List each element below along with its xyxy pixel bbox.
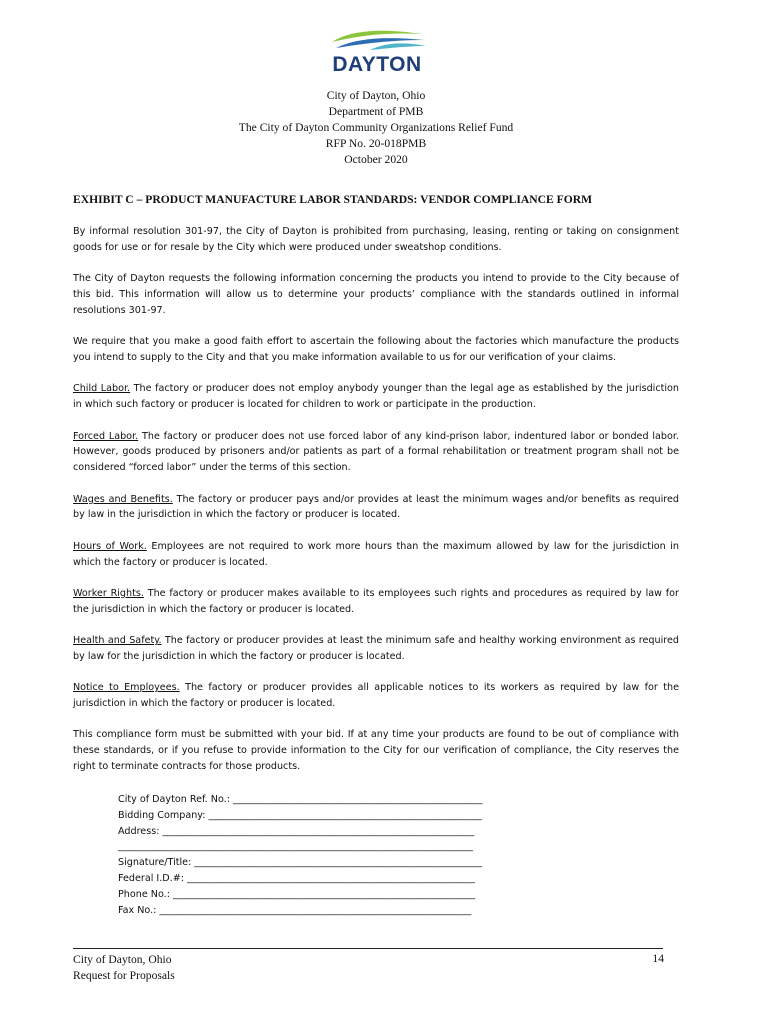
standard-text: The factory or producer makes available to its employees such rights and procedures as required by law for the jurisdiction in which the factory or producer is located. (73, 587, 679, 615)
vendor-form-fields (118, 792, 558, 918)
dayton-logo (326, 28, 428, 78)
footer (73, 952, 175, 984)
standard-heading: Worker Rights. (73, 587, 144, 599)
paragraph-resolution: By informal resolution 301-97, the City of Dayton is prohibited from purchasing, leasing, renting or taking on consignment goods for use or for resale by the City which were produced under sweatshop conditions. (73, 226, 679, 253)
logo-wordmark: DAYTON (332, 53, 422, 76)
page-number: 14 (652, 952, 664, 965)
fax-field[interactable]: Fax No.: _________________________________________________________________ (118, 904, 472, 916)
phone-field[interactable]: Phone No.: _______________________________________________________________ (118, 888, 476, 900)
paragraph-requirement: We require that you make a good faith effort to ascertain the following about the factories which manufacture the products you intend to supply to the City and that you make information available to us for our verification of your claims. (73, 336, 679, 363)
standard-health-safety (73, 633, 679, 665)
standard-forced-labor (73, 429, 679, 476)
header-department: Department of PMB (328, 105, 424, 118)
standard-heading: Health and Safety. (73, 635, 162, 647)
logo-swoosh-icon (326, 28, 428, 54)
paragraph-request: The City of Dayton requests the following information concerning the products you intend to provide to the City because of this bid. This information will allow us to determine your products’ compliance with the standards outlined in informal resolutions 301-97. (73, 273, 679, 316)
ref-number-field[interactable]: City of Dayton Ref. No.: ____________________________________________________ (118, 794, 483, 805)
header-rfp-number: RFP No. 20-018PMB (325, 137, 427, 150)
header-city: City of Dayton, Ohio (326, 89, 426, 102)
standard-wages-benefits (73, 492, 679, 524)
standard-child-labor (73, 381, 679, 413)
paragraph-closing: This compliance form must be submitted with your bid. If at any time your products are found to be out of compliance with these standards, or if you refuse to provide information to the City for our verification of compliance, the City reserves the right to terminate contracts for those products. (73, 729, 679, 773)
standard-text: Employees are not required to work more hours than the maximum allowed by law for the jurisdiction in which the factory or producer is located. (73, 540, 679, 568)
exhibit-title: EXHIBIT C – PRODUCT MANUFACTURE LABOR STANDARDS: VENDOR COMPLIANCE FORM (73, 193, 593, 206)
bidding-company-field[interactable]: Bidding Company: _________________________________________________________ (118, 809, 482, 821)
header-fund: The City of Dayton Community Organizations Relief Fund (238, 121, 514, 134)
footer-city: City of Dayton, Ohio (73, 953, 172, 966)
standard-text: The factory or producer does not employ anybody younger than the legal age as established by the jurisdiction in which such factory or producer is located for children to work or participate in the production. (73, 383, 679, 411)
header-date: October 2020 (344, 153, 408, 166)
document-header (73, 88, 679, 168)
standard-hours-of-work (73, 539, 679, 571)
signature-title-field[interactable]: Signature/Title: ____________________________________________________________ (118, 857, 483, 869)
address-field[interactable]: Address: _________________________________________________________________ (118, 825, 475, 837)
footer-document-type: Request for Proposals (73, 969, 175, 982)
standard-heading: Notice to Employees. (73, 682, 180, 694)
standard-heading: Wages and Benefits. (73, 493, 173, 505)
standard-heading: Forced Labor. (73, 430, 139, 442)
standard-heading: Child Labor. (73, 383, 131, 395)
standard-worker-rights (73, 586, 679, 618)
standard-notice-to-employees (73, 680, 679, 712)
address-line2-field[interactable]: __________________________________________________________________________ (118, 841, 473, 853)
document-body (73, 224, 679, 775)
standard-text: The factory or producer provides all applicable notices to its workers as required by law for the jurisdiction in which the factory or producer is located. (73, 682, 679, 710)
standard-text: The factory or producer pays and/or provides at least the minimum wages and/or benefits as required by law in the jurisdiction in which the factory or producer is located. (73, 493, 679, 521)
standard-text: The factory or producer provides at least the minimum safe and healthy working environment as required by law for the jurisdiction in which the factory or producer is located. (73, 635, 679, 662)
standard-heading: Hours of Work. (73, 540, 147, 552)
standard-text: The factory or producer does not use forced labor of any kind-prison labor, indentured labor or bonded labor. However, goods produced by prisoners and/or patients as part of a formal rehabilitation or treatment program shall not be considered “forced labor” under the terms of this section. (73, 430, 679, 474)
footer-divider (73, 948, 663, 949)
federal-id-field[interactable]: Federal I.D.#: ____________________________________________________________ (118, 872, 475, 884)
